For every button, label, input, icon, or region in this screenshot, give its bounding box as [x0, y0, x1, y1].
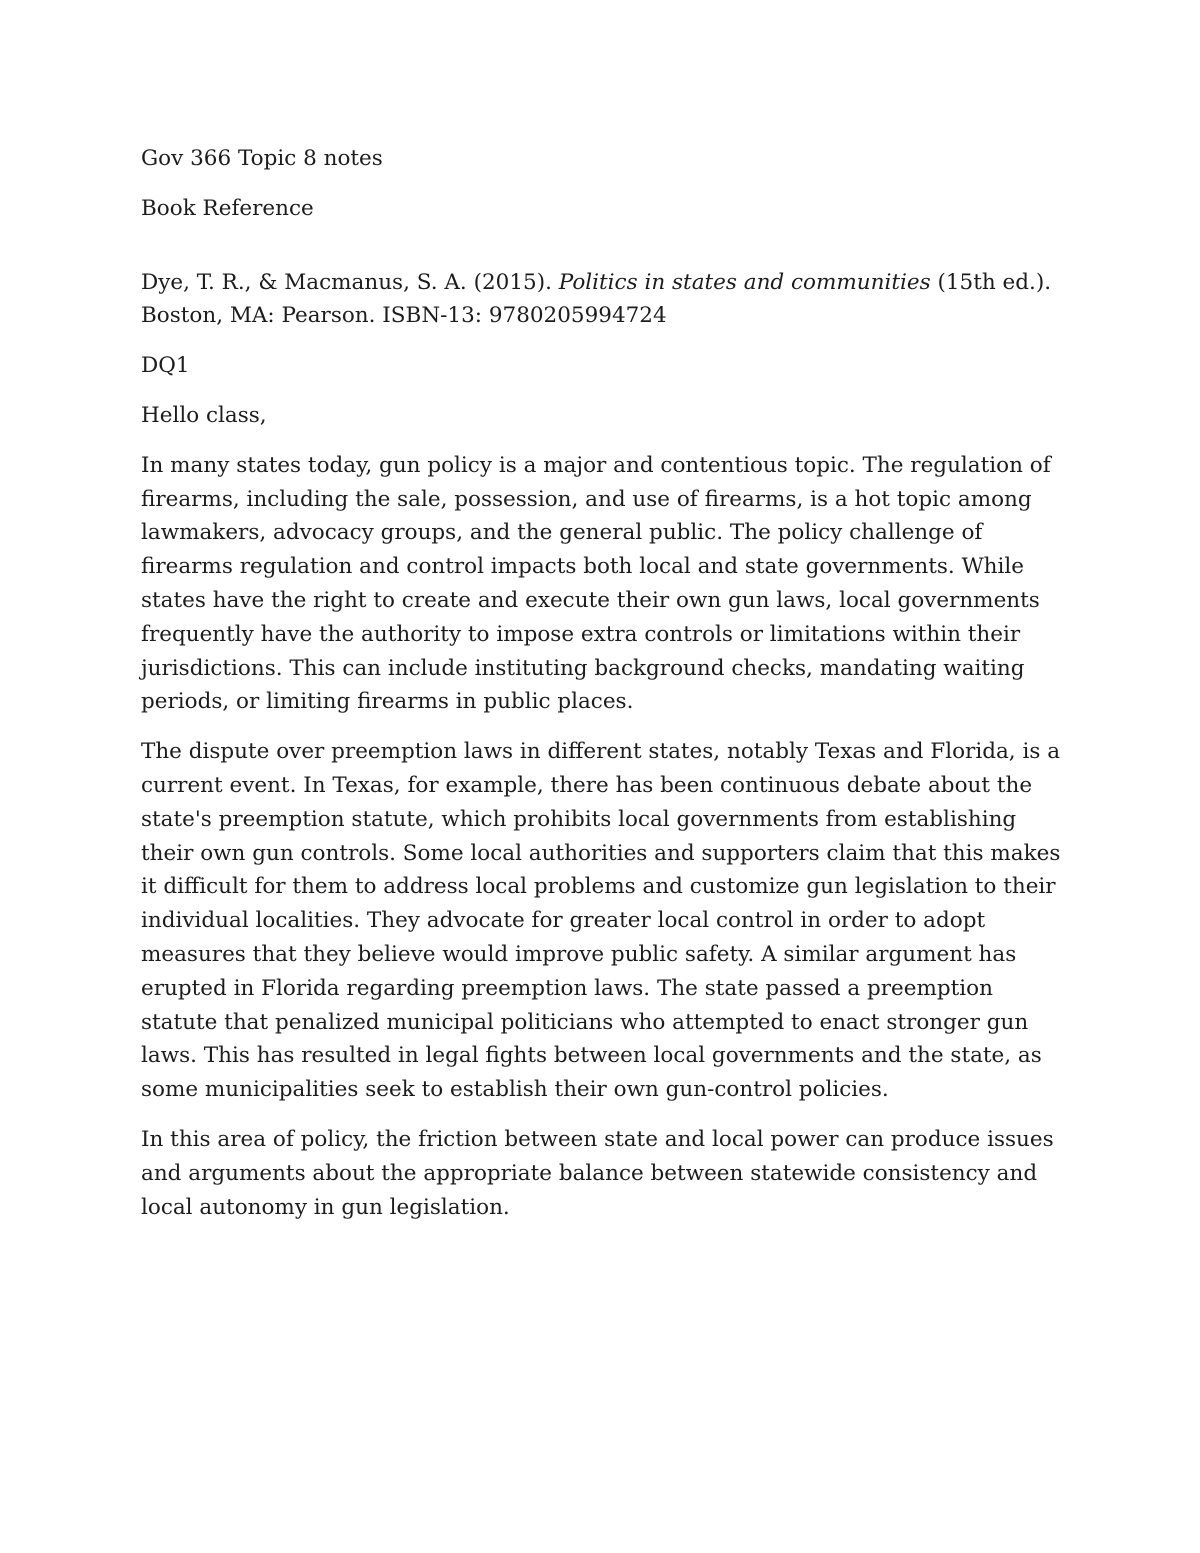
book-reference-heading: Book Reference	[141, 195, 314, 221]
discussion-question-label: DQ1	[141, 353, 190, 379]
book-citation	[141, 266, 1066, 334]
citation-authors-year: Dye, T. R., & Macmanus, S. A. (2015).	[141, 269, 559, 295]
body-paragraph-1: In many states today, gun policy is a major and contentious topic. The regulation of firearms, including the sale, possession, and use of firearms, is a hot topic among lawmakers, advocacy groups, and the general public. The policy challenge of firearms regulation and control impacts both local and state governments. While states have the right to create and execute their own gun laws, local governments frequently have the authority to impose extra controls or limitations within their jurisdictions. This can include instituting background checks, mandating waiting periods, or limiting firearms in public places.	[141, 452, 1051, 715]
body-paragraph-2: The dispute over preemption laws in different states, notably Texas and Florida, is a current event. In Texas, for example, there has been continuous debate about the state's preemption statute, which prohibits local governments from establishing their own gun controls. Some local authorities and supporters claim that this makes it difficult for them to address local problems and customize gun legislation to their individual localities. They advocate for greater local control in order to adopt measures that they believe would improve public safety. A similar argument has erupted in Florida regarding preemption laws. The state passed a preemption statute that penalized municipal politicians who attempted to enact stronger gun laws. This has resulted in legal fights between local governments and the state, as some municipalities seek to establish their own gun-control policies.	[141, 739, 1061, 1103]
citation-book-title: Politics in states and communities	[558, 269, 931, 295]
greeting: Hello class,	[141, 402, 267, 428]
document-body	[141, 142, 1066, 1240]
document-title: Gov 366 Topic 8 notes	[141, 146, 383, 171]
citation-publication-details: (15th ed.). Boston, MA: Pearson. ISBN-13: 9780205994724	[141, 269, 1052, 329]
body-paragraph-3: In this area of policy, the friction between state and local power can produce issues and arguments about the appropriate balance between statewide consistency and local autonomy in gun legislation.	[141, 1126, 1054, 1220]
